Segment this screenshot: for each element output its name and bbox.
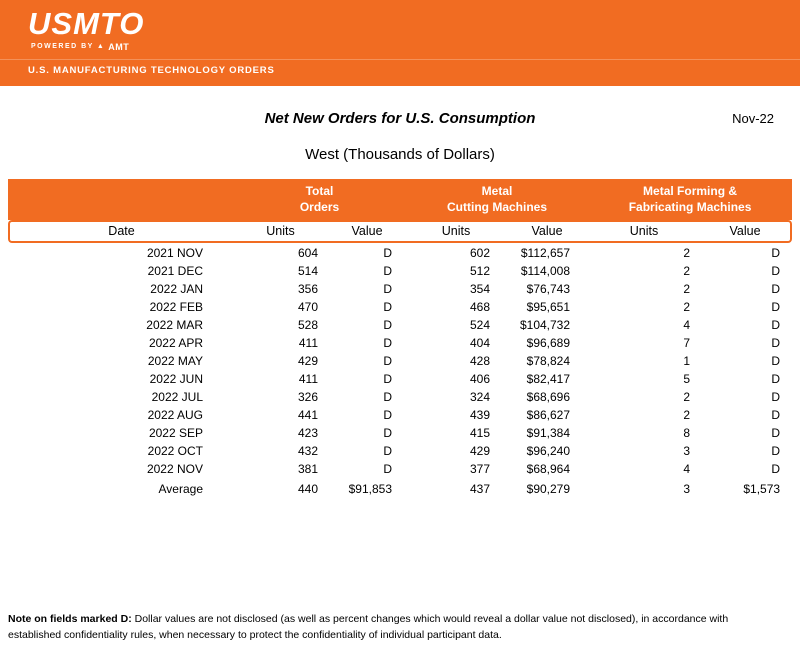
date-cell: 2022 OCT xyxy=(147,444,203,459)
cutting-units-cell: 468 xyxy=(469,300,491,315)
total-units-cell: 326 xyxy=(297,390,318,405)
forming-units-cell: 2 xyxy=(683,300,691,315)
date-cell: 2022 SEP xyxy=(148,426,203,441)
column-header-forming-value: Value xyxy=(700,220,792,243)
powered-by-label: POWERED BY xyxy=(31,43,94,51)
cutting-value-cell: $96,689 xyxy=(526,336,571,351)
report-date: Nov-22 xyxy=(732,111,774,126)
report-title: Net New Orders for U.S. Consumption xyxy=(264,110,536,127)
total-value-cell: D xyxy=(383,390,393,405)
cutting-value-cell: $114,008 xyxy=(520,264,571,279)
cutting-value-cell: $76,743 xyxy=(526,282,571,297)
table-row xyxy=(8,461,792,479)
banner-logo-block xyxy=(0,0,800,54)
date-cell: 2021 NOV xyxy=(146,246,203,261)
cutting-value-cell: $82,417 xyxy=(526,372,571,387)
forming-units-cell: 4 xyxy=(683,318,691,333)
average-forming-units-cell: 3 xyxy=(683,481,691,496)
column-header-cutting-units: Units xyxy=(406,220,506,243)
total-units-cell: 514 xyxy=(297,264,318,279)
group-header-metal-forming xyxy=(588,179,792,220)
cutting-value-cell: $112,657 xyxy=(520,246,571,261)
average-forming-value-cell: $1,573 xyxy=(743,481,781,496)
table-row xyxy=(8,443,792,461)
group-forming-line2: Fabricating Machines xyxy=(628,199,752,214)
forming-value-cell: D xyxy=(771,426,781,441)
forming-units-cell: 7 xyxy=(683,336,691,351)
title-row xyxy=(0,110,800,130)
footnote-label: Note on fields marked D: xyxy=(8,613,132,625)
table-row xyxy=(8,263,792,281)
date-cell: 2022 MAY xyxy=(147,354,203,369)
forming-units-cell: 2 xyxy=(683,282,691,297)
cutting-units-cell: 439 xyxy=(469,408,491,423)
date-cell: 2022 JAN xyxy=(150,282,203,297)
forming-value-cell: D xyxy=(771,282,781,297)
group-cutting-line1: Metal xyxy=(481,184,513,198)
cutting-units-cell: 377 xyxy=(469,462,491,477)
table-row xyxy=(8,425,792,443)
amt-label: AMT xyxy=(108,41,130,52)
forming-value-cell: D xyxy=(771,372,781,387)
column-header-forming-units: Units xyxy=(588,220,700,243)
amt-logo-icon: ▲ xyxy=(96,43,106,51)
table-row xyxy=(8,243,792,263)
forming-units-cell: 2 xyxy=(683,408,691,423)
cutting-units-cell: 428 xyxy=(469,354,491,369)
total-value-cell: D xyxy=(383,282,393,297)
total-units-cell: 356 xyxy=(297,282,318,297)
total-value-cell: D xyxy=(383,300,393,315)
table-row xyxy=(8,317,792,335)
forming-units-cell: 2 xyxy=(683,264,691,279)
cutting-units-cell: 512 xyxy=(469,264,491,279)
report-subtitle: West (Thousands of Dollars) xyxy=(305,146,495,163)
total-value-cell: D xyxy=(383,246,393,261)
forming-value-cell: D xyxy=(771,300,781,315)
cutting-value-cell: $86,627 xyxy=(526,408,571,423)
total-units-cell: 411 xyxy=(298,336,318,351)
average-total-units-cell: 440 xyxy=(297,481,318,496)
forming-value-cell: D xyxy=(771,336,781,351)
table-footer xyxy=(8,479,792,499)
usmto-banner xyxy=(0,0,800,86)
cutting-units-cell: 429 xyxy=(469,444,491,459)
table-row xyxy=(8,353,792,371)
column-header-total-units: Units xyxy=(233,220,328,243)
column-header-date: Date xyxy=(8,220,233,243)
group-header-spacer xyxy=(8,179,233,220)
forming-value-cell: D xyxy=(771,408,781,423)
total-value-cell: D xyxy=(383,444,393,459)
forming-units-cell: 8 xyxy=(683,426,691,441)
date-cell: 2022 NOV xyxy=(146,462,203,477)
column-header-row xyxy=(8,220,792,243)
forming-value-cell: D xyxy=(771,354,781,369)
table-body xyxy=(8,243,792,479)
forming-units-cell: 4 xyxy=(683,462,691,477)
cutting-value-cell: $95,651 xyxy=(526,300,571,315)
table-row xyxy=(8,335,792,353)
total-value-cell: D xyxy=(383,372,393,387)
cutting-units-cell: 602 xyxy=(469,246,491,261)
group-header-row xyxy=(8,179,792,220)
cutting-units-cell: 404 xyxy=(469,336,491,351)
footnote-text: Dollar values are not disclosed (as well as percent changes which would reveal a dollar value not disclosed), in accordance with established confidentiality rules, when necessary to protect the confidentiality of individual participant data. xyxy=(8,613,729,641)
average-total-value-cell: $91,853 xyxy=(348,481,393,496)
average-cutting-units-cell: 437 xyxy=(469,481,491,496)
group-cutting-line2: Cutting Machines xyxy=(447,199,548,214)
average-label-cell: Average xyxy=(158,481,203,496)
column-header-total-value: Value xyxy=(328,220,406,243)
average-cutting-value-cell: $90,279 xyxy=(526,481,571,496)
forming-value-cell: D xyxy=(771,264,781,279)
forming-value-cell: D xyxy=(771,318,781,333)
confidentiality-footnote xyxy=(8,612,740,644)
cutting-value-cell: $91,384 xyxy=(526,426,571,441)
cutting-value-cell: $68,964 xyxy=(526,462,571,477)
total-value-cell: D xyxy=(383,354,393,369)
total-value-cell: D xyxy=(383,408,393,423)
table-row xyxy=(8,299,792,317)
banner-tagline-strip xyxy=(0,59,800,76)
table-row xyxy=(8,281,792,299)
total-units-cell: 381 xyxy=(297,462,318,477)
total-value-cell: D xyxy=(383,462,393,477)
cutting-value-cell: $96,240 xyxy=(526,444,571,459)
cutting-units-cell: 354 xyxy=(469,282,491,297)
orders-table xyxy=(8,179,792,498)
forming-units-cell: 5 xyxy=(683,372,691,387)
total-value-cell: D xyxy=(383,336,393,351)
cutting-units-cell: 524 xyxy=(469,318,491,333)
cutting-units-cell: 415 xyxy=(469,426,491,441)
total-units-cell: 432 xyxy=(297,444,318,459)
group-total-line1: Total xyxy=(305,184,334,198)
total-units-cell: 423 xyxy=(297,426,318,441)
total-value-cell: D xyxy=(383,264,393,279)
group-forming-line1: Metal Forming & xyxy=(643,184,738,198)
table-row xyxy=(8,389,792,407)
group-header-total-orders xyxy=(233,179,406,220)
date-cell: 2022 JUL xyxy=(151,390,203,405)
total-value-cell: D xyxy=(383,426,393,441)
forming-value-cell: D xyxy=(771,390,781,405)
total-units-cell: 528 xyxy=(297,318,318,333)
cutting-units-cell: 406 xyxy=(469,372,491,387)
total-units-cell: 429 xyxy=(297,354,318,369)
group-total-line2: Orders xyxy=(299,199,340,214)
column-header-cutting-value: Value xyxy=(506,220,588,243)
banner-tagline: U.S. MANUFACTURING TECHNOLOGY ORDERS xyxy=(28,64,275,76)
powered-by-line xyxy=(31,42,800,52)
date-cell: 2021 DEC xyxy=(147,264,203,279)
total-units-cell: 411 xyxy=(298,372,318,387)
forming-value-cell: D xyxy=(771,462,781,477)
table-header xyxy=(8,179,792,243)
cutting-value-cell: $78,824 xyxy=(526,354,571,369)
table-row xyxy=(8,371,792,389)
group-header-metal-cutting xyxy=(406,179,588,220)
total-value-cell: D xyxy=(383,318,393,333)
average-row xyxy=(8,479,792,499)
forming-units-cell: 1 xyxy=(683,354,691,369)
total-units-cell: 604 xyxy=(297,246,318,261)
date-cell: 2022 FEB xyxy=(149,300,203,315)
cutting-value-cell: $68,696 xyxy=(526,390,571,405)
forming-units-cell: 2 xyxy=(683,390,691,405)
usmto-logo: USMTO xyxy=(28,6,145,41)
date-cell: 2022 JUN xyxy=(149,372,203,387)
forming-units-cell: 2 xyxy=(683,246,691,261)
forming-units-cell: 3 xyxy=(683,444,691,459)
cutting-units-cell: 324 xyxy=(469,390,491,405)
total-units-cell: 441 xyxy=(297,408,318,423)
table-row xyxy=(8,407,792,425)
forming-value-cell: D xyxy=(771,444,781,459)
forming-value-cell: D xyxy=(771,246,781,261)
cutting-value-cell: $104,732 xyxy=(519,318,571,333)
date-cell: 2022 APR xyxy=(148,336,203,351)
date-cell: 2022 MAR xyxy=(146,318,203,333)
total-units-cell: 470 xyxy=(297,300,318,315)
date-cell: 2022 AUG xyxy=(147,408,203,423)
